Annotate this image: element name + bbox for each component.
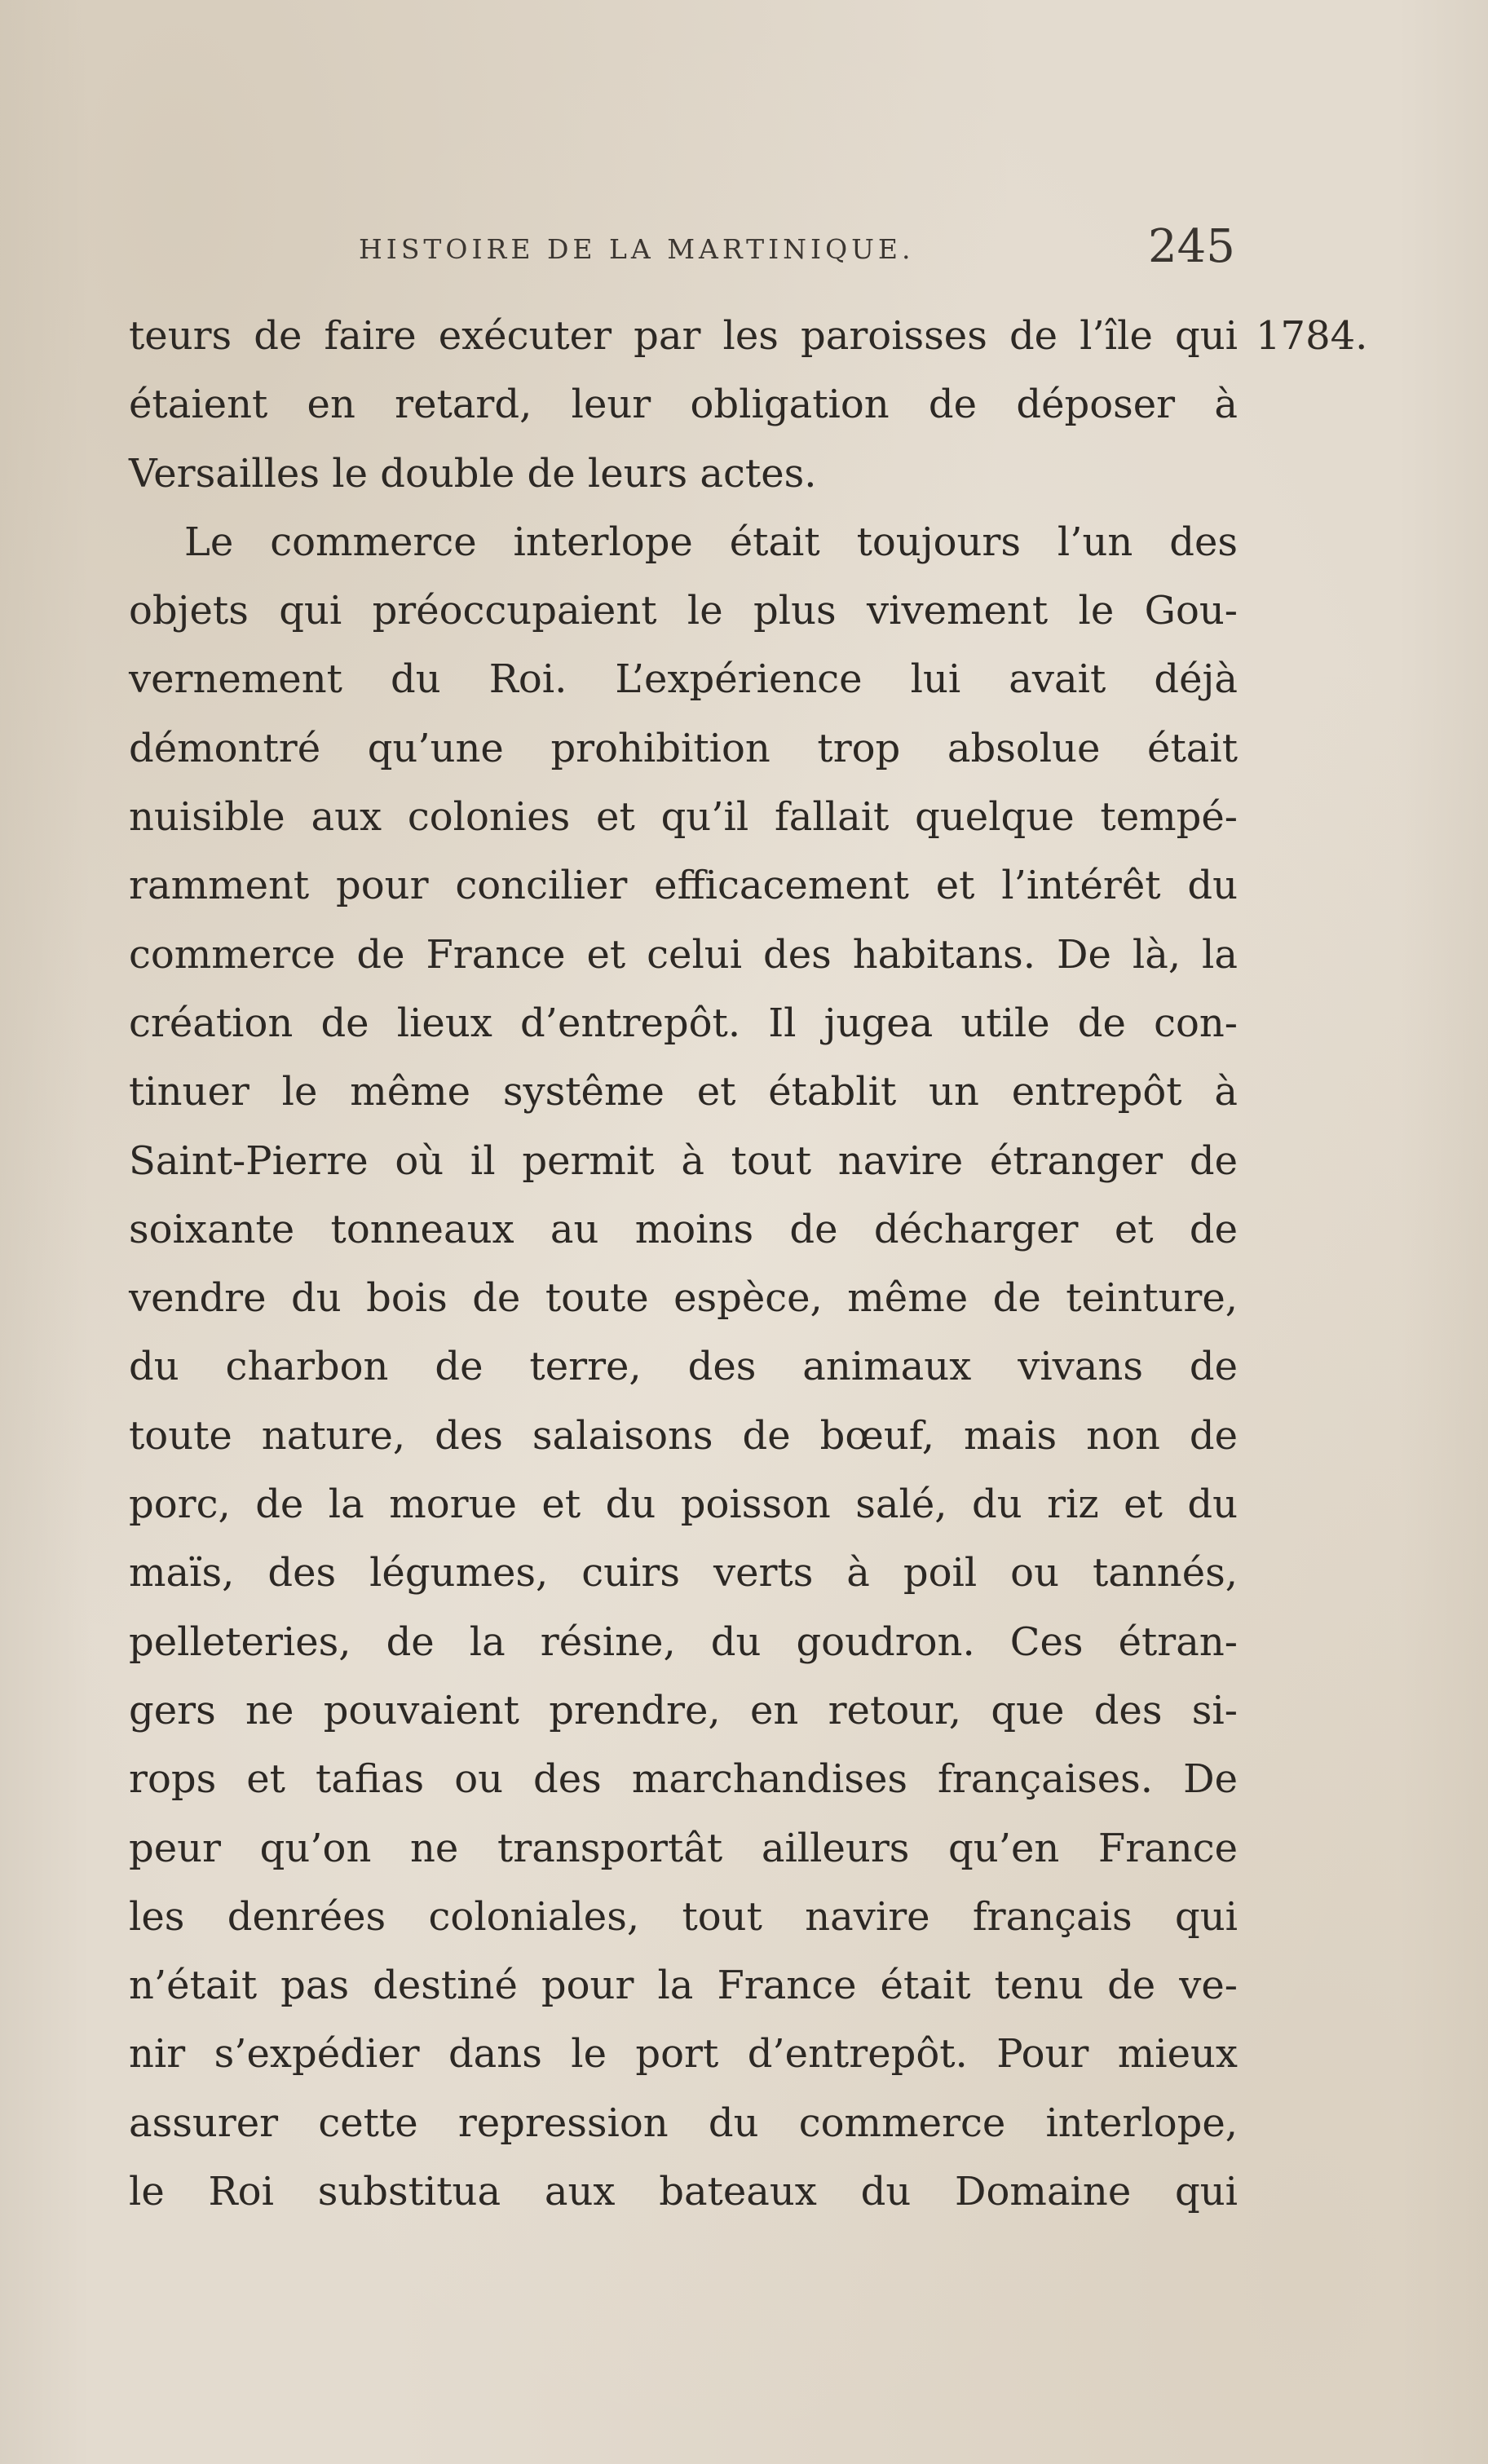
text-line: nir s’expédier dans le port d’entrepôt. Pour mieux	[129, 2031, 1238, 2078]
text-line: commerce de France et celui des habitans. De là, la	[129, 931, 1238, 978]
text-line: assurer cette repression du commerce interlope,	[129, 2100, 1238, 2146]
text-line: le Roi substitua aux bateaux du Domaine qui	[129, 2169, 1238, 2215]
text-line: vendre du bois de toute espèce, même de teinture,	[129, 1275, 1238, 1322]
text-line: pelleteries, de la résine, du goudron. Ces étran-	[129, 1618, 1238, 1665]
text-line: teurs de faire exécuter par les paroisses de l’île qui	[129, 313, 1238, 359]
text-line: Le commerce interlope était toujours l’un des	[184, 519, 1238, 565]
text-line: nuisible aux colonies et qu’il fallait quelque tempé-	[129, 794, 1238, 841]
page-number: 245	[1148, 220, 1235, 273]
text-line: Versailles le double de leurs actes.	[129, 450, 817, 497]
text-line: vernement du Roi. L’expérience lui avait déjà	[129, 656, 1238, 703]
text-line: peur qu’on ne transportât ailleurs qu’en France	[129, 1825, 1238, 1871]
running-head	[0, 220, 1488, 285]
text-line: gers ne pouvaient prendre, en retour, que des si-	[129, 1687, 1238, 1733]
text-line: rops et tafias ou des marchandises françaises. De	[129, 1756, 1238, 1803]
text-line: tinuer le même systême et établit un entrepôt à	[129, 1069, 1238, 1115]
text-line: création de lieux d’entrepôt. Il jugea utile de con-	[129, 1000, 1238, 1046]
text-line: soixante tonneaux au moins de décharger et de	[129, 1206, 1238, 1252]
text-line: maïs, des légumes, cuirs verts à poil ou tannés,	[129, 1550, 1238, 1596]
margin-year: 1784.	[1256, 313, 1368, 359]
body-text	[129, 302, 1238, 2226]
text-line: toute nature, des salaisons de bœuf, mais non de	[129, 1412, 1238, 1459]
text-line: les denrées coloniales, tout navire français qui	[129, 1893, 1238, 1940]
running-title: HISTOIRE DE LA MARTINIQUE.	[359, 233, 915, 265]
text-line: porc, de la morue et du poisson salé, du riz et du	[129, 1481, 1238, 1528]
text-line: ramment pour concilier efficacement et l’intérêt du	[129, 863, 1238, 909]
text-line: objets qui préoccupaient le plus vivement le Gou-	[129, 588, 1238, 634]
text-line: démontré qu’une prohibition trop absolue était	[129, 725, 1238, 771]
text-line: étaient en retard, leur obligation de déposer à	[129, 382, 1238, 428]
text-line: n’était pas destiné pour la France était tenu de ve-	[129, 1963, 1238, 2009]
text-line: Saint-Pierre où il permit à tout navire étranger de	[129, 1137, 1238, 1184]
text-line: du charbon de terre, des animaux vivans de	[129, 1344, 1238, 1390]
